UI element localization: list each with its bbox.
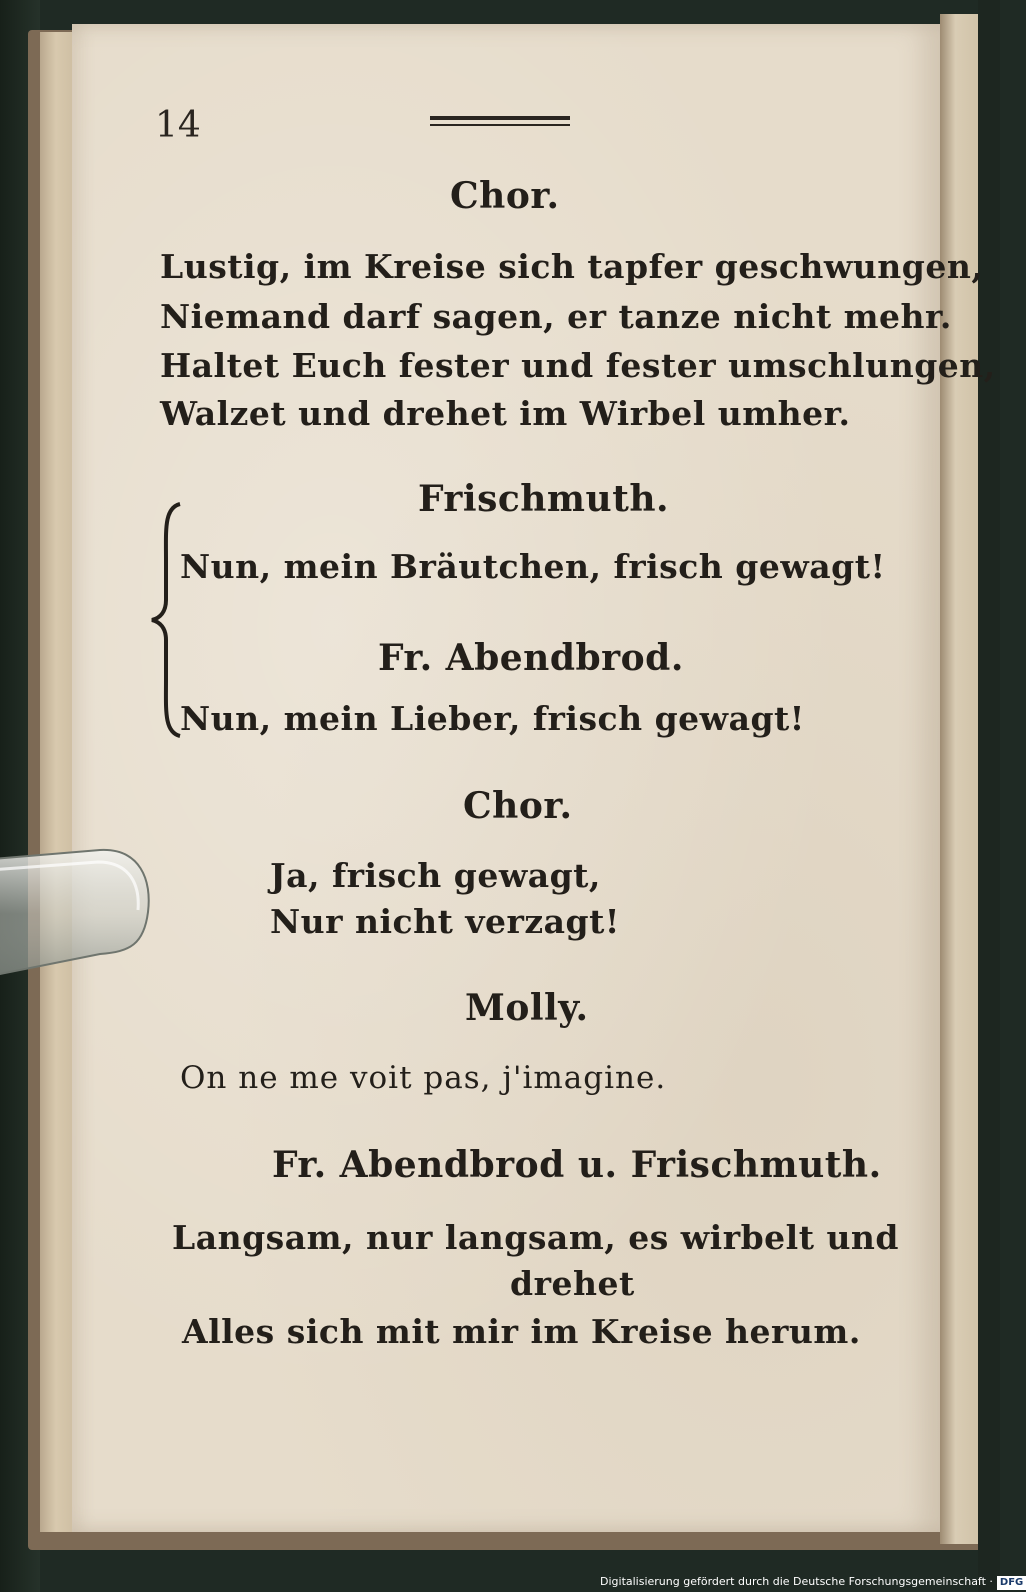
verse-line: Nur nicht verzagt! xyxy=(270,902,620,941)
verse-line: Lustig, im Kreise sich tapfer geschwungen, xyxy=(160,247,984,286)
page-number: 14 xyxy=(155,105,201,146)
scanner-background-right xyxy=(978,0,1000,1592)
verse-line: Walzet und drehet im Wirbel umher. xyxy=(160,394,851,433)
speaker-heading: Frischmuth. xyxy=(418,478,670,520)
footer-text: Digitalisierung gefördert durch die Deutsche Forschungsgemeinschaft · xyxy=(600,1575,993,1588)
verse-line: Nun, mein Bräutchen, frisch gewagt! xyxy=(180,547,886,586)
speaker-heading: Molly. xyxy=(465,987,589,1029)
verse-line: drehet xyxy=(510,1264,635,1303)
verse-line: Nun, mein Lieber, frisch gewagt! xyxy=(180,699,805,738)
speaker-heading: Chor. xyxy=(450,175,560,217)
verse-line: Haltet Euch fester und fester umschlungen, xyxy=(160,346,996,385)
header-double-rule xyxy=(430,116,570,128)
page-holder-ruler xyxy=(0,840,155,980)
dfg-logo-badge: DFG xyxy=(997,1576,1026,1590)
verse-line: Niemand darf sagen, er tanze nicht mehr. xyxy=(160,297,952,336)
verse-line: Ja, frisch gewagt, xyxy=(270,856,601,895)
speaker-heading: Fr. Abendbrod. xyxy=(378,637,684,679)
speaker-heading: Fr. Abendbrod u. Frischmuth. xyxy=(272,1144,882,1186)
verse-line: Langsam, nur langsam, es wirbelt und xyxy=(172,1218,900,1257)
digitization-footer xyxy=(600,1572,1026,1592)
speaker-heading: Chor. xyxy=(463,785,573,827)
verse-line-antiqua: On ne me voit pas, j'imagine. xyxy=(180,1060,667,1096)
verse-line: Alles sich mit mir im Kreise herum. xyxy=(182,1312,861,1351)
